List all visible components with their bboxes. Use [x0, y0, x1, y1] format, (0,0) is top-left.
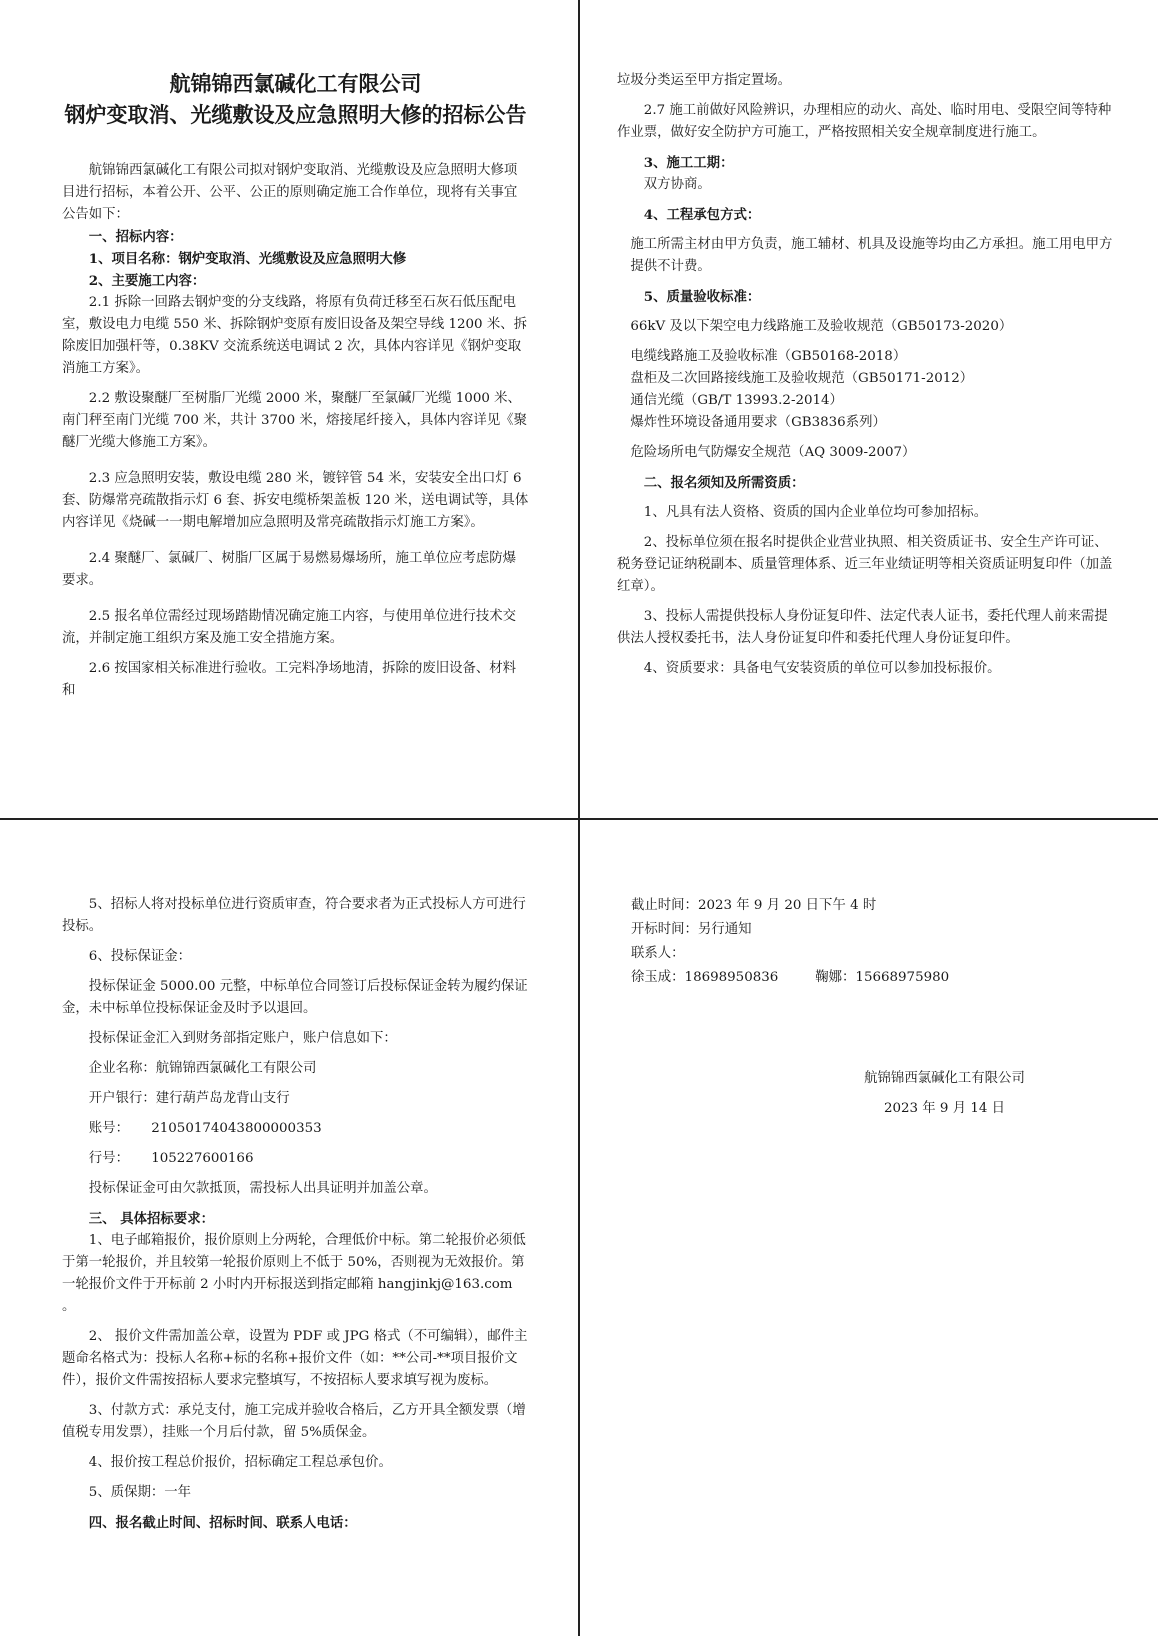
- bid-requirement-5: 5、质保期：一年: [88, 1485, 192, 1500]
- signature-company: 航锦锦西氯碱化工有限公司: [864, 1071, 1025, 1086]
- content-2-3: 2.3 应急照明安装，敷设电缆 280 米，镀锌管 54 米，安装安全出口灯 6 套、防爆常亮疏散指示灯 6 套、拆安电缆桥架盖板 120 米，送电调试等，具体内容详见《烧碱一一期电解增加应急照明及常亮疏散指示灯施工方案》。: [62, 471, 529, 530]
- content-2-6-continued: 垃圾分类运至甲方指定置场。: [617, 73, 792, 88]
- content-2-1: 2.1 拆除一回路去钢炉变的分支线路，将原有负荷迁移至石灰石低压配电室，敷设电力电缆 550 米、拆除钢炉变原有废旧设备及架空导线 1200 米、拆除废旧加强杆等，0.38KV 交流系统送电调试 2 次，具体内容详见《钢炉变取消施工方案》。: [62, 295, 527, 376]
- requirement-2: 2、投标单位须在报名时提供企业营业执照、相关资质证书、安全生产许可证、税务登记证纳税副本、质量管理体系、近三年业绩证明等相关资质证明复印件（加盖红章）。: [617, 535, 1113, 594]
- content-2-5: 2.5 报名单位需经过现场踏勘情况确定施工内容，与使用单位进行技术交流，并制定施工组织方案及施工安全措施方案。: [62, 609, 517, 646]
- contact-row: [631, 966, 1118, 990]
- page-3: [0, 822, 579, 1636]
- section-2-heading: 二、报名须知及所需资质：: [643, 475, 805, 491]
- bid-requirement-3: 3、付款方式：承兑支付，施工完成并验收合格后，乙方开具全额发票（增值税专用发票），挂账一个月后付款，留 5%质保金。: [62, 1403, 526, 1440]
- page-divider-horizontal: [0, 818, 1158, 820]
- account-number-label: 账号：: [88, 1121, 129, 1136]
- deposit-text-2: 投标保证金汇入到财务部指定账户，账户信息如下：: [88, 1031, 397, 1046]
- contact-1: 徐玉成：18698950836: [631, 970, 779, 985]
- content-2-7: 2.7 施工前做好风险辨识，办理相应的动火、高处、临时用电、受限空间等特种作业票，做好安全防护方可施工，严格按照相关安全规章制度进行施工。: [617, 103, 1112, 140]
- bank-code: 105227600166: [151, 1151, 254, 1166]
- project-name: 1、项目名称：钢炉变取消、光缆敷设及应急照明大修: [88, 251, 407, 267]
- requirement-4: 4、资质要求：具备电气安装资质的单位可以参加投标报价。: [643, 661, 1001, 676]
- contact-label: 联系人：: [631, 946, 685, 961]
- bid-requirement-4: 4、报价按工程总价报价，招标确定工程总承包价。: [88, 1455, 392, 1470]
- doc-title-company: 航锦锦西氯碱化工有限公司: [169, 71, 422, 96]
- bank-code-label: 行号：: [88, 1151, 129, 1166]
- standard-6: 危险场所电气防爆安全规范（AQ 3009-2007）: [630, 445, 916, 460]
- standard-1: 66kV 及以下架空电力线路施工及验收规范（GB50173-2020）: [630, 319, 1013, 334]
- standard-4: 通信光缆（GB/T 13993.2-2014）: [630, 393, 843, 408]
- standard-3: 盘柜及二次回路接线施工及验收规范（GB50171-2012）: [630, 371, 974, 386]
- page-2: [581, 0, 1158, 818]
- contact-2: 鞠娜：15668975980: [815, 970, 950, 985]
- doc-title-project: 钢炉变取消、光缆敷设及应急照明大修的招标公告: [64, 102, 527, 127]
- main-content-heading: 2、主要施工内容：: [88, 273, 206, 289]
- content-2-4: 2.4 聚醚厂、氯碱厂、树脂厂区属于易燃易爆场所，施工单位应考虑防爆要求。: [62, 551, 517, 588]
- account-number: 21050174043800000353: [151, 1121, 322, 1136]
- section-4-heading: 四、报名截止时间、招标时间、联系人电话：: [88, 1515, 357, 1531]
- deadline: 截止时间：2023 年 9 月 20 日下午 4 时: [631, 898, 877, 913]
- contract-mode-heading: 4、工程承包方式：: [643, 207, 761, 223]
- bid-requirement-2: 2、 报价文件需加盖公章，设置为 PDF 或 JPG 格式（不可编辑），邮件主题命名格式为：投标人名称+标的名称+报价文件（如：**公司-**项目报价文件），报价文件需按招标人要求完整填写，不按招标人要求填写视为废标。: [62, 1329, 528, 1388]
- section-1-heading: 一、招标内容：: [88, 229, 183, 245]
- account-company: 企业名称：航锦锦西氯碱化工有限公司: [88, 1061, 317, 1076]
- intro-paragraph: 航锦锦西氯碱化工有限公司拟对钢炉变取消、光缆敷设及应急照明大修项目进行招标，本着公开、公平、公正的原则确定施工合作单位，现将有关事宜公告如下：: [62, 163, 518, 222]
- signature-date: 2023 年 9 月 14 日: [883, 1101, 1006, 1116]
- requirement-3: 3、投标人需提供投标人身份证复印件、法定代表人证书，委托代理人前来需提供法人授权委托书，法人身份证复印件和委托代理人身份证复印件。: [617, 609, 1108, 646]
- standard-2: 电缆线路施工及验收标准（GB50168-2018）: [630, 349, 907, 364]
- deposit-text-1: 投标保证金 5000.00 元整，中标单位合同签订后投标保证金转为履约保证金，未中标单位投标保证金及时予以退回。: [62, 979, 528, 1016]
- deposit-heading: 6、投标保证金：: [88, 949, 192, 964]
- quality-heading: 5、质量验收标准：: [643, 289, 761, 305]
- content-2-6: 2.6 按国家相关标准进行验收。工完料净场地清，拆除的废旧设备、材料和: [62, 661, 517, 698]
- deposit-text-3: 投标保证金可由欠款抵顶，需投标人出具证明并加盖公章。: [88, 1181, 437, 1196]
- account-bank: 开户银行：建行葫芦岛龙背山支行: [88, 1091, 290, 1106]
- account-number-row: [62, 1118, 529, 1140]
- standard-5: 爆炸性环境设备通用要求（GB3836系列）: [630, 415, 886, 430]
- bank-code-row: [62, 1148, 529, 1170]
- bid-requirement-1: 1、电子邮箱报价，报价原则上分两轮，合理低价中标。第二轮报价必须低于第一轮报价，并且较第一轮报价原则上不低于 50%，否则视为无效报价。第一轮报价文件于开标前 2 小时内开标报送到指定邮箱 hangjinkj@163.com 。: [62, 1233, 526, 1314]
- content-2-2: 2.2 敷设聚醚厂至树脂厂光缆 2000 米，聚醚厂至氯碱厂光缆 1000 米、南门秤至南门光缆 700 米，共计 3700 米，熔接尾纤接入，具体内容详见《聚醚厂光缆大修施工方案》。: [62, 391, 527, 450]
- schedule-heading: 3、施工工期：: [643, 155, 734, 171]
- contract-mode-text: 施工所需主材由甲方负责，施工辅材、机具及设施等均由乙方承担。施工用电甲方提供不计费。: [630, 237, 1113, 274]
- open-time: 开标时间：另行通知: [631, 922, 752, 937]
- section-3-heading: 三、 具体招标要求：: [88, 1211, 214, 1227]
- schedule-text: 双方协商。: [643, 177, 711, 192]
- page-4: [581, 822, 1158, 1636]
- requirement-5: 5、招标人将对投标单位进行资质审查，符合要求者为正式投标人方可进行投标。: [62, 897, 526, 934]
- page-1: [0, 0, 579, 818]
- requirement-1: 1、凡具有法人资格、资质的国内企业单位均可参加招标。: [643, 505, 988, 520]
